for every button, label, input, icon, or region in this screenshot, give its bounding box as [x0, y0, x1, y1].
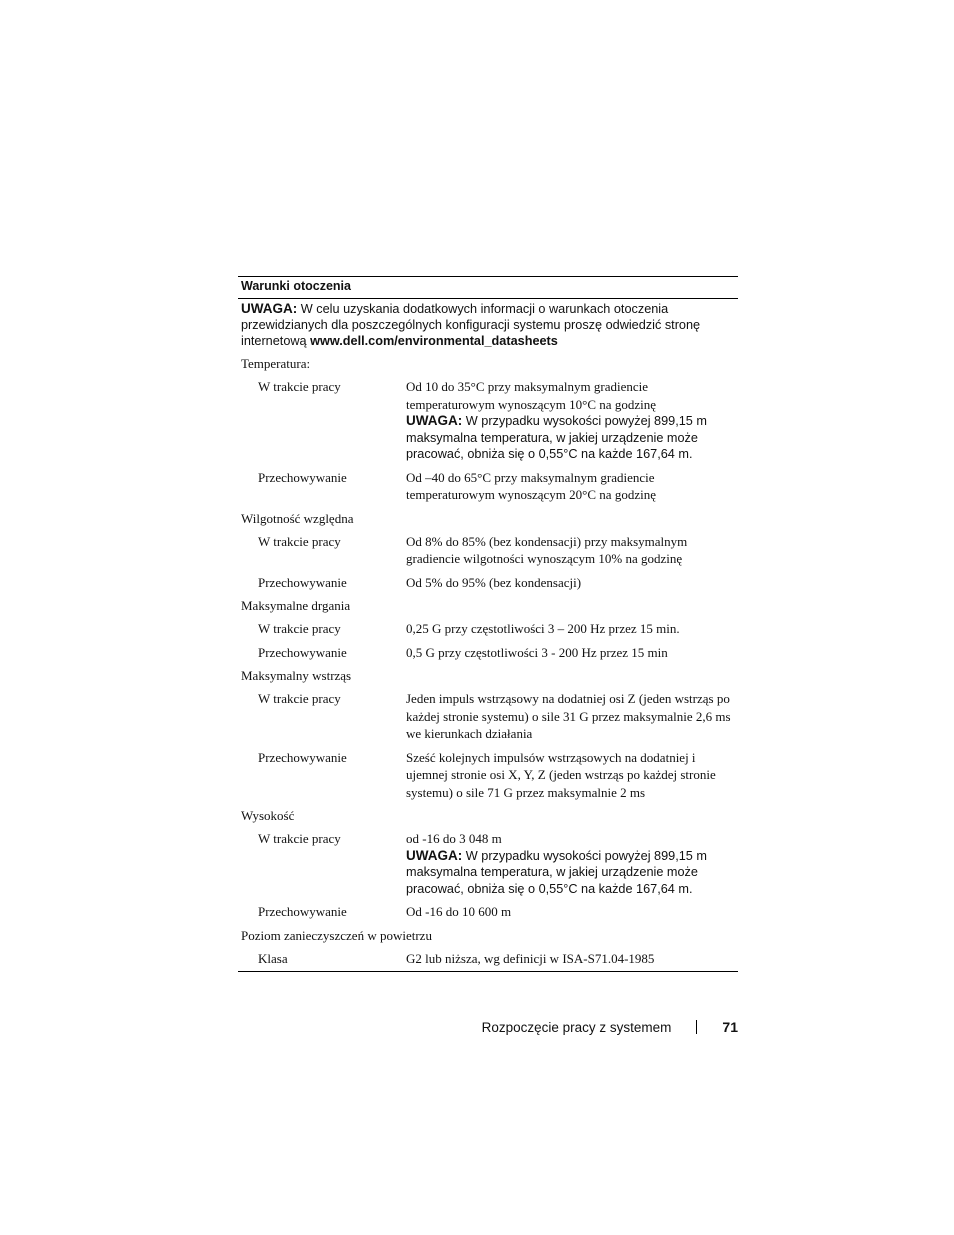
spec-value: od -16 do 3 048 m	[406, 831, 502, 846]
spec-key: W trakcie pracy	[258, 831, 341, 846]
spec-row	[238, 824, 738, 897]
spec-key: W trakcie pracy	[258, 533, 341, 549]
footer-separator	[696, 1020, 697, 1034]
row-note-label: UWAGA:	[406, 413, 463, 428]
spec-rows	[238, 349, 738, 971]
spec-row	[238, 944, 738, 968]
environment-spec-table	[238, 276, 738, 972]
spec-key: Przechowywanie	[258, 574, 347, 590]
spec-value: Od 8% do 85% (bez kondensacji) przy maksymalnym gradiencie wilgotności wynoszącym 10% na godzinę	[406, 533, 688, 566]
spec-value: Od -16 do 10 600 m	[406, 904, 512, 919]
spec-key: Przechowywanie	[258, 749, 347, 765]
spec-value: 0,5 G przy częstotliwości 3 - 200 Hz przez 15 min	[406, 644, 668, 660]
row-note-text: W przypadku wysokości powyżej 899,15 m maksymalna temperatura, w jakiej urządzenie może pracować, obniża się o 0,55°C na każde 167,64 m.	[406, 848, 707, 896]
spec-key: Przechowywanie	[258, 644, 347, 660]
section-heading: Maksymalny wstrząs	[241, 668, 352, 683]
spec-key: W trakcie pracy	[258, 621, 341, 636]
row-note-label: UWAGA:	[406, 847, 463, 863]
note	[238, 299, 738, 349]
spec-value: Sześć kolejnych impulsów wstrząsowych na dodatniej i ujemnej stronie osi X, Y, Z (jeden wstrząs po każdej stronie systemu) o sile 71 G przez maksymalnie 2 ms	[406, 749, 716, 800]
note-link: www.dell.com/environmental_datasheets	[310, 334, 558, 348]
spec-value: G2 lub niższa, wg definicji w ISA-S71.04-1985	[406, 950, 655, 966]
section-heading: Wilgotność względna	[241, 510, 354, 526]
spec-row	[238, 568, 738, 592]
spec-value: 0,25 G przy częstotliwości 3 – 200 Hz przez 15 min.	[406, 621, 680, 636]
section-heading: Maksymalne drgania	[241, 598, 351, 613]
spec-row	[238, 638, 738, 662]
spec-row	[238, 372, 738, 463]
spec-key: W trakcie pracy	[258, 691, 341, 706]
spec-value-cell	[406, 950, 738, 968]
section-heading: Temperatura:	[241, 356, 311, 371]
table-title: Warunki otoczenia	[238, 277, 738, 299]
spec-value-cell	[406, 574, 738, 592]
spec-key: Przechowywanie	[258, 469, 347, 485]
spec-key: Klasa	[258, 950, 288, 966]
section-heading: Wysokość	[241, 808, 295, 823]
section-heading: Poziom zanieczyszczeń w powietrzu	[241, 927, 432, 943]
row-note	[406, 848, 736, 898]
spec-value-cell	[406, 620, 738, 638]
spec-value-cell	[406, 644, 738, 662]
spec-value-cell	[406, 469, 738, 504]
spec-value: Od 5% do 95% (bez kondensacji)	[406, 574, 582, 590]
spec-row	[238, 614, 738, 638]
spec-value-cell	[406, 690, 738, 743]
spec-value-cell	[406, 749, 738, 802]
spec-key: Przechowywanie	[258, 904, 347, 919]
footer-chapter: Rozpoczęcie pracy z systemem	[481, 1019, 672, 1035]
spec-value-cell	[406, 830, 738, 897]
spec-row	[238, 527, 738, 568]
spec-value-cell	[406, 378, 738, 463]
spec-row	[238, 463, 738, 504]
page-number: 71	[722, 1019, 738, 1035]
spec-value: Od –40 do 65°C przy maksymalnym gradiencie temperaturowym wynoszącym 20°C na godzinę	[406, 469, 656, 502]
spec-row	[238, 897, 738, 921]
row-note	[406, 413, 736, 463]
row-note-text: W przypadku wysokości powyżej 899,15 m maksymalna temperatura, w jakiej urządzenie może pracować, obniża się o 0,55°C na każde 167,64 m.	[406, 414, 707, 461]
note-label: UWAGA:	[241, 301, 298, 316]
spec-row	[238, 743, 738, 802]
spec-value-cell	[406, 903, 738, 921]
spec-row	[238, 684, 738, 743]
spec-value-cell	[406, 533, 738, 568]
note-text: W celu uzyskania dodatkowych informacji o warunkach otoczenia przewidzianych dla poszczególnych konfiguracji systemu proszę odwiedzić stronę internetową	[241, 302, 701, 348]
spec-value: Od 10 do 35°C przy maksymalnym gradiencie temperaturowym wynoszącym 10°C na godzinę	[406, 379, 656, 412]
spec-value: Jeden impuls wstrząsowy na dodatniej osi Z (jeden wstrząs po każdej stronie systemu) o sile 31 G przez maksymalnie 2,6 ms we kierunkach działania	[406, 691, 731, 741]
spec-key: W trakcie pracy	[258, 379, 341, 394]
page-footer	[482, 1019, 738, 1035]
